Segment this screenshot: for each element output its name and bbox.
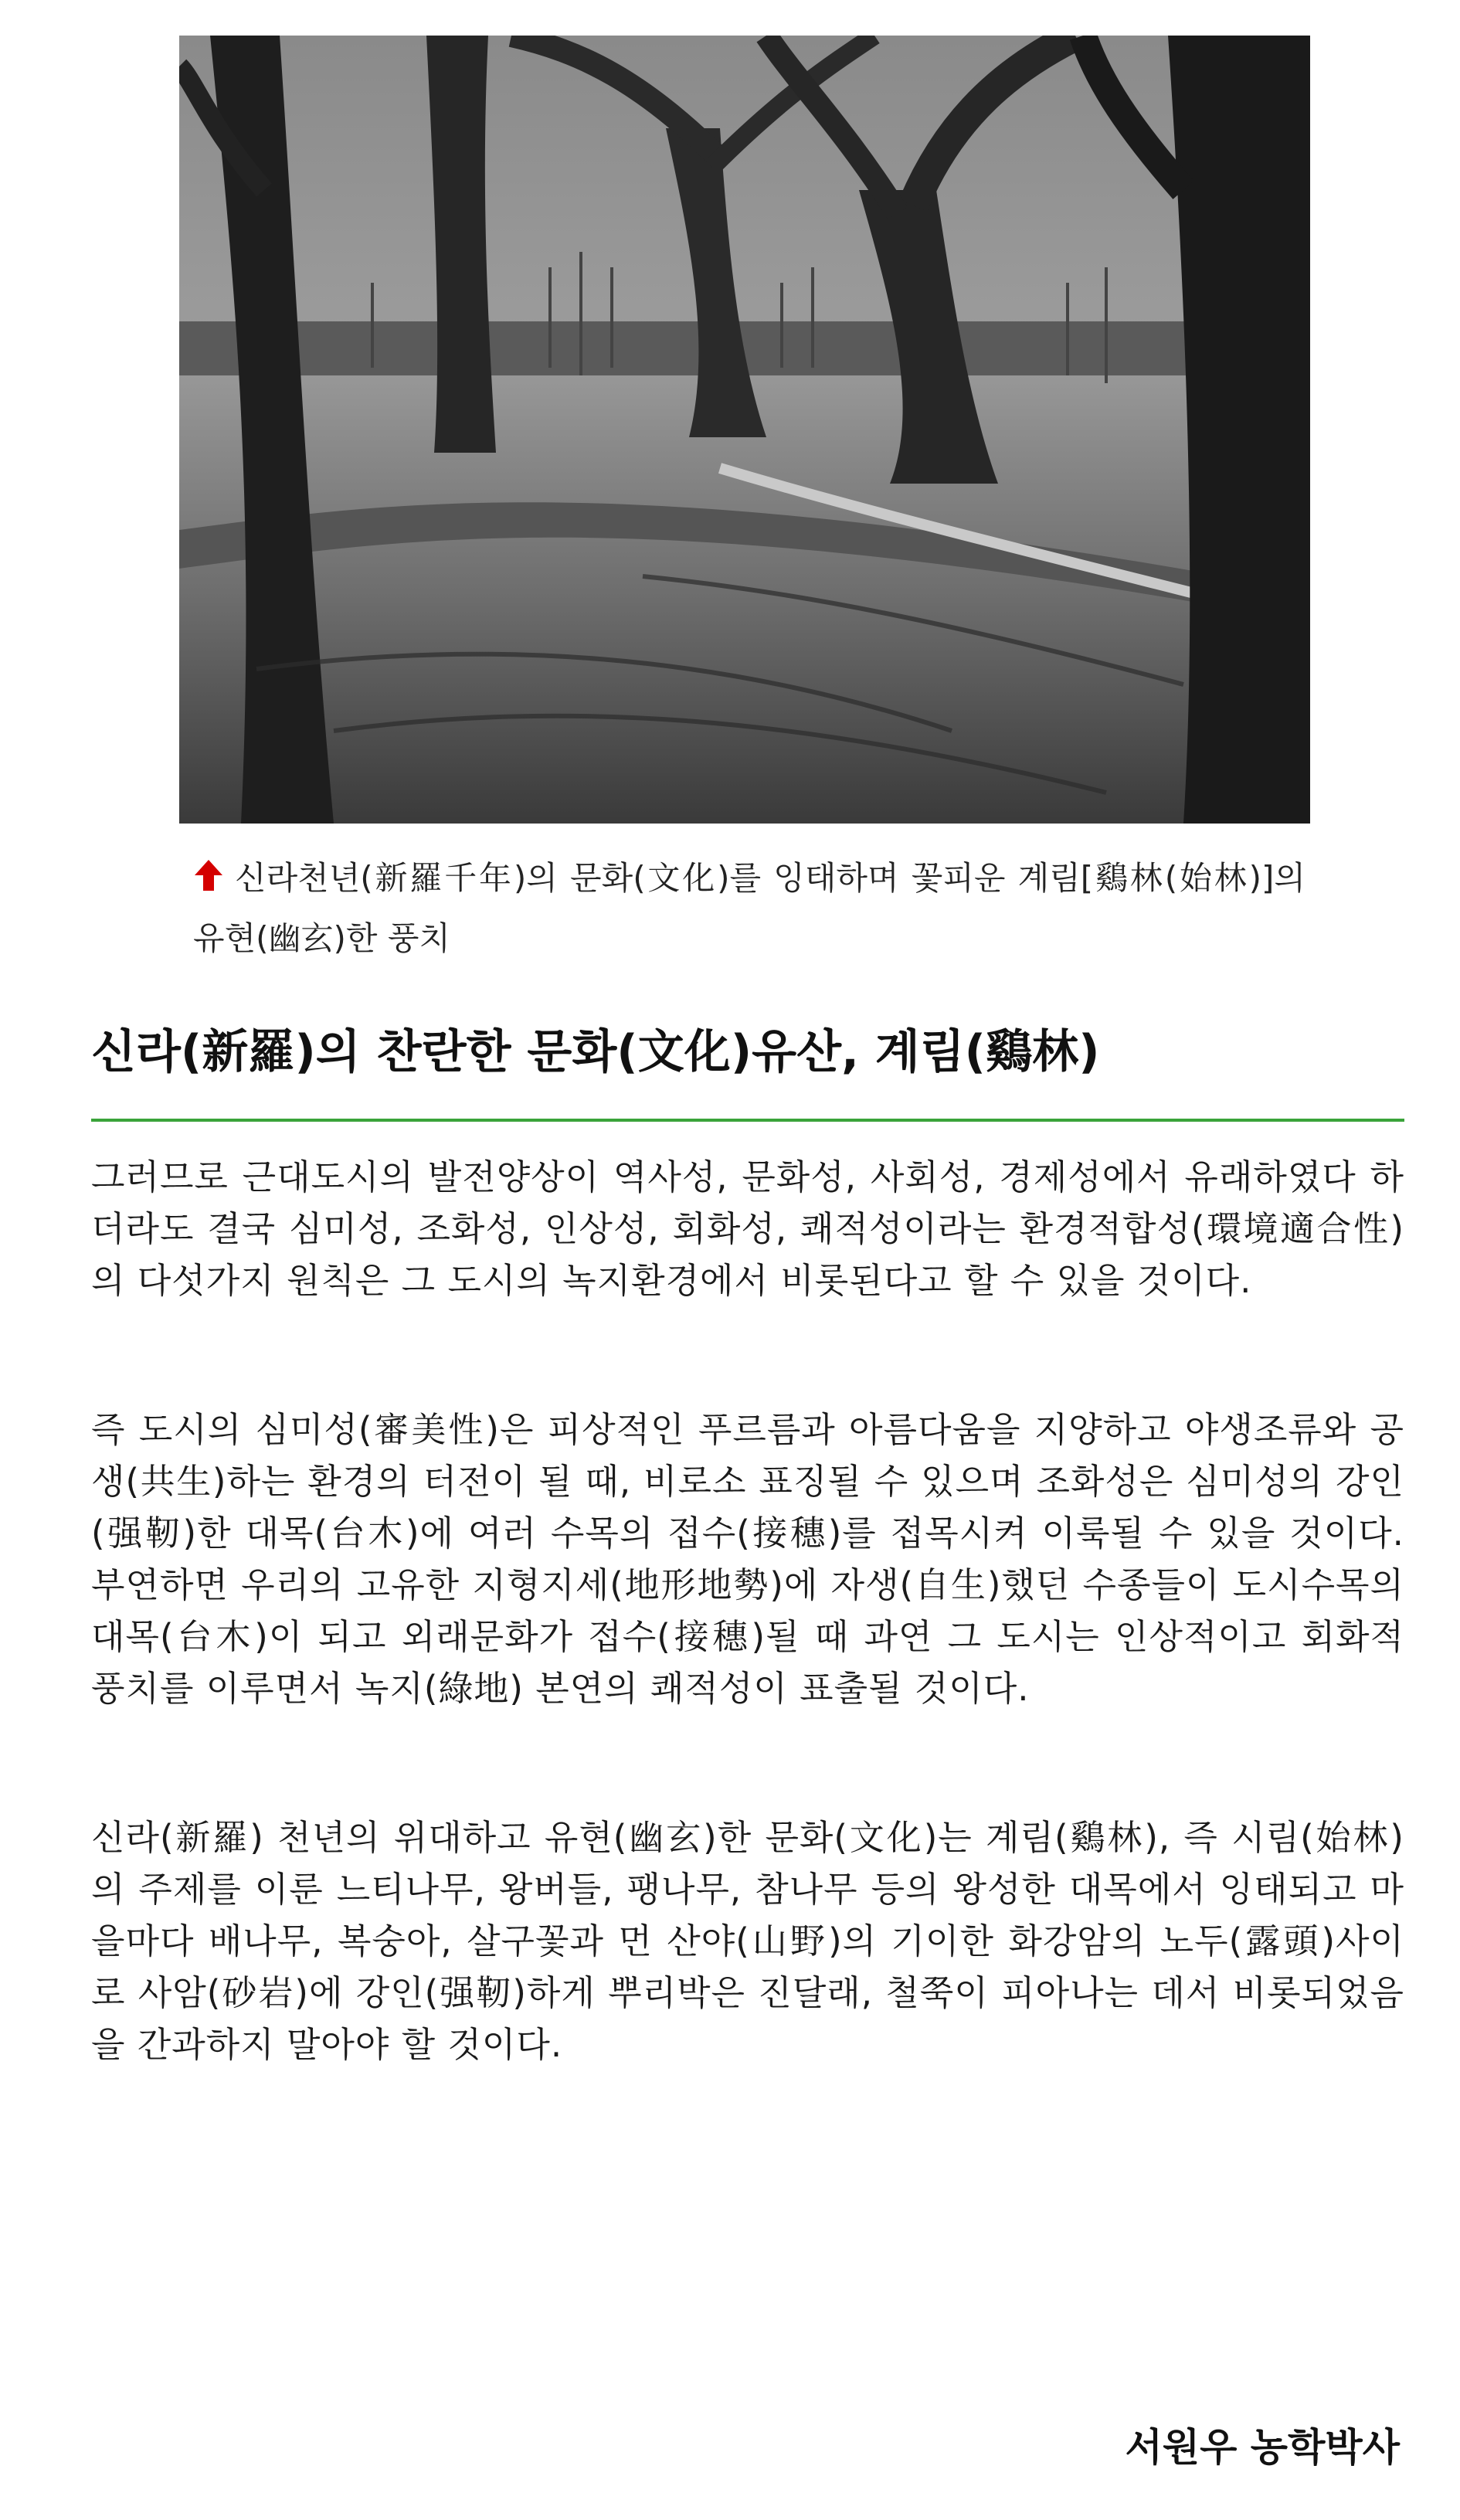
forest-photo: [179, 36, 1310, 824]
author-byline: 서원우 농학박사: [1125, 2425, 1400, 2470]
arrow-up-icon: [193, 853, 224, 910]
photo-caption: [193, 850, 1306, 967]
article-paragraph: 신라(新羅) 천년의 위대하고 유현(幽玄)한 문화(文化)는 계림(鷄林), 즉 시림(始林)의 주제를 이룬 느티나무, 왕버들, 팽나무, 참나무 등의 왕성한 대목에서 잉태되고 마을마다 배나무, 복숭아, 살구꽃과 먼 산야(山野)의 기이한 화강암의 노두(露頭)사이로 사암(砂岩)에 강인(强靭)하게 뿌리박은 진달래, 철쭉이 피아나는 데서 비롯되었음을 간과하지 말아야 할 것이다.: [91, 1817, 1404, 2065]
article-body: [91, 1151, 1404, 2168]
article-paragraph: 즉 도시의 심미성(審美性)은 피상적인 푸르름과 아름다움을 지양하고 야생조류와 공생(共生)하는 환경의 터전이 될 때, 비로소 표징될 수 있으며 조화성은 심미성의 강인(强靭)한 대목(台木)에 여러 수목의 접수(接穗)를 접목시켜 이룩될 수 있을 것이다. 부연하면 우리의 고유한 지형지세(地形地勢)에 자생(自生)했던 수종들이 도시수목의 대목(台木)이 되고 외래문화가 접수(接穗)될 때 과연 그 도시는 인상적이고 회화적 풍치를 이루면서 녹지(綠地) 본연의 쾌적성이 표출될 것이다.: [91, 1409, 1404, 1709]
section-heading: 신라(新羅)의 찬란한 문화(文化)유산, 계림(鷄林): [91, 1025, 1100, 1079]
heading-divider: [91, 1119, 1404, 1122]
caption-text: 신라천년(新羅千年)의 문화(文化)를 잉태하며 꽃피운 계림[鷄林(始林)]의 유현(幽玄)한 풍치: [193, 859, 1306, 957]
article-paragraph: 그러므로 근대도시의 발전양상이 역사성, 문화성, 사회성, 경제성에서 유래하였다 하더라도 결국 심미성, 조화성, 인상성, 회화성, 쾌적성이라는 환경적합성(環境適合性)의 다섯가지 원칙은 그 도시의 녹지환경에서 비롯된다고 할 수 있을 것이다.: [91, 1156, 1404, 1301]
forest-photo-image: [179, 36, 1310, 824]
